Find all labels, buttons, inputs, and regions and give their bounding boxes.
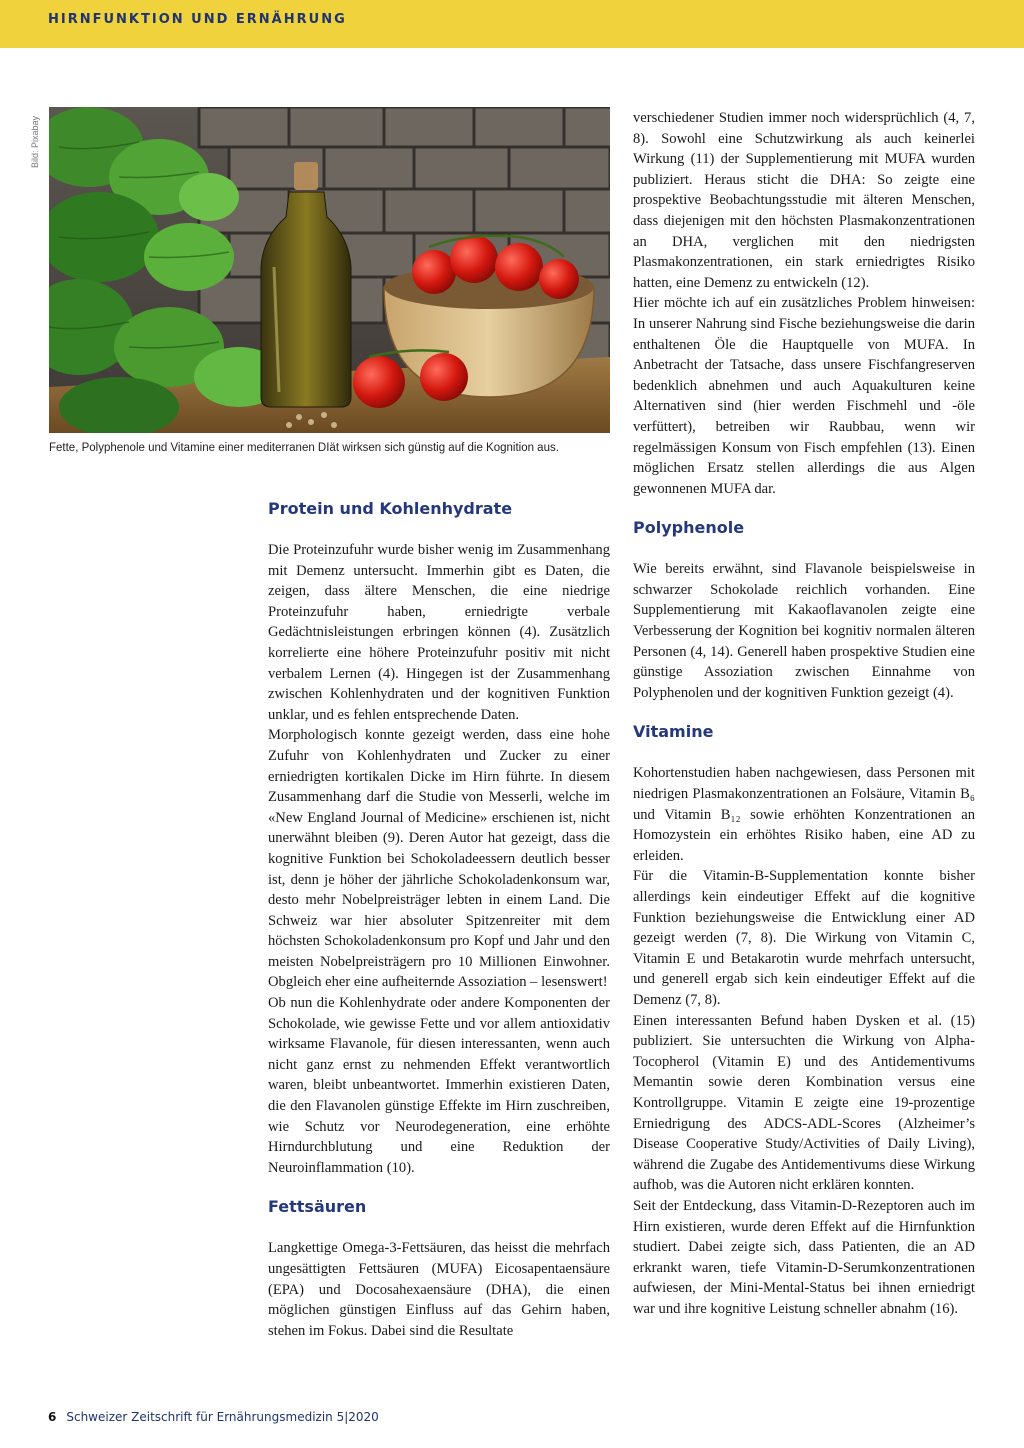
paragraph: Für die Vitamin-B-Supplementation konnte bisher allerdings kein eindeutiger Effekt auf die kognitive Funktion beziehungsweise die Entwicklung einer AD gezeigt werden (7, 8). Die Wirkung von Vitamin C, Vitamin E und Betakarotin wurde mehrfach untersucht, und generell ergab sich kein eindeutiger Effekt auf die Demenz (7, 8). [633,868,975,1008]
paragraph: Hier möchte ich auf ein zusätzliches Problem hinweisen: In unserer Nahrung sind Fische beziehungsweise die darin enthaltenen Öle die Hauptquelle von MUFA. In Anbetracht der Tatsache, dass unsere Fischfangreserven bedenklich abnehmen und auch Aquakulturen keine Alternativen sind (hier werden Fischmehl und -öle verfüttert), betreiben wir Raubbau, wenn wir regelmässigen Konsum von Fisch empfehlen (13). Einen möglichen Ersatz stellen allerdings die aus Algen gewonnenen MUFA dar. [633,295,975,497]
paragraph: Langkettige Omega-3-Fettsäuren, das heisst die mehrfach ungesättigten Fettsäuren (MUFA) Eicosapentaensäure (EPA) und Docosahexaensäure (DHA), die einen möglichen günstigen Einfluss auf das Gehirn haben, stehen im Fokus. Dabei sind die Resultate [268,1240,610,1339]
mediterranean-food-photo-icon [49,107,610,433]
paragraph: Kohortenstudien haben nachgewiesen, dass Personen mit niedrigen Plasmakonzentrationen an Folsäure, Vitamin B₆ und Vitamin B₁₂ sowie erhöhten Konzentrationen an Homozystein ein erhöhtes Risiko haben, eine AD zu erleiden. [633,765,975,864]
heading-vitamine: Vitamine [633,722,714,742]
photo-credit: Bild: Pixabay [30,115,40,168]
paragraph: Wie bereits erwähnt, sind Flavanole beispielsweise in schwarzer Schokolade reichlich vorhanden. Eine Supplementierung mit Kakaoflavanolen zeigte eine Verbesserung der Kognition bei kognitiv normalen älteren Personen (4, 14). Generell haben prospektive Studien eine günstige Assoziation zwischen Einnahme von Polyphenolen und der kognitiven Funktion gezeigt (4). [633,561,975,701]
section-title: HIRNFUNKTION UND ERNÄHRUNG [48,12,347,27]
heading-protein: Protein und Kohlenhydrate [268,499,513,518]
heading-fettsaeuren: Fettsäuren [268,1197,367,1217]
heading-polyphenole: Polyphenole [633,518,745,538]
paragraph: Seit der Entdeckung, dass Vitamin-D-Rezeptoren auch im Hirn existieren, wurde deren Effekt auf die Hirnfunktion studiert. Dabei zeigte sich, dass Patienten, die an AD erkrankt waren, tiefe Vitamin-D-Serumkonzentrationen aufwiesen, der Mini-Mental-Status bei ihnen erniedrigt war und ihre kognitive Leistung schneller abnahm (16). [633,1197,975,1317]
paragraph: Die Proteinzufuhr wurde bisher wenig im Zusammenhang mit Demenz untersucht. Immerhin gibt es Daten, die zeigen, dass ältere Menschen, die eine niedrige Proteinzufuhr haben, erniedrigte verbale Gedächtnisleistungen erbringen können (4). Zusätzlich korrelierte eine höhere Proteinzufuhr positiv mit nicht verbalem Lernen (4). Hingegen ist der Zusammenhang zwischen Kohlenhydraten und der kognitiven Funktion unklar, und es fehlen entsprechende Daten. [268,542,610,723]
journal-title: Schweizer Zeitschrift für Ernährungsmedizin 5|2020 [66,1410,379,1424]
right-column [633,108,975,1319]
figure-caption: Fette, Polyphenole und Vitamine einer mediterranen DIät wirksen sich günstig auf die Kognition aus. [49,442,559,454]
left-column [268,498,610,1341]
page-number: 6 [48,1410,57,1424]
page-footer [48,1410,379,1424]
header-band [0,0,1024,48]
paragraph: Einen interessanten Befund haben Dysken et al. (15) publiziert. Sie untersuchten die Wirkung von Alpha-Tocopherol (Vitamin E) und des Antidementivums Memantin sowie deren Kombination versus eine Kontrollgruppe. Vitamin E zeigte eine 19-prozentige Erniedrigung des ADCS-ADL-Scores (Alzheimer’s Disease Cooperative Study/Activities of Daily Living), während die Zugabe des Antidementivums diese Wirkung aufhob, was die Autoren nicht erklären konnten. [633,1012,975,1194]
paragraph: Ob nun die Kohlenhydrate oder andere Komponenten der Schokolade, wie gewisse Fette und vor allem antioxidativ wirksame Flavanole, für diesen interessanten, wenn auch nicht ganz ernst zu nehmenden Effekt verantwortlich waren, bleibt unbeantwortet. Immerhin existieren Daten, die den Flavanolen günstige Effekte im Hirn zuschreiben, wie Schutz vor Neurodegeneration, eine erhöhte Hirndurchblutung und eine Reduktion der Neuroinflammation (10). [268,995,610,1176]
paragraph: verschiedener Studien immer noch widersprüchlich (4, 7, 8). Sowohl eine Schutzwirkung als auch keinerlei Wirkung (11) der Supplementierung mit MUFA wurden publiziert. Heraus sticht die DHA: So zeigte eine prospektive Beobachtungsstudie mit älteren Menschen, dass diejenigen mit den höchsten Plasmakonzentrationen an DHA, verglichen mit den niedrigsten Plasmakonzentrationen, ein stark erniedrigtes Risiko hatten, eine Demenz zu entwickeln (12). [633,110,975,291]
paragraph: Morphologisch konnte gezeigt werden, dass eine hohe Zufuhr von Kohlenhydraten und Zucker zu einer erniedrigten kortikalen Dicke im Hirn führte. In diesem Zusammenhang darf die Studie von Messerli, welche im «New England Journal of Medicine» erschienen ist, nicht unerwähnt bleiben (9). Deren Autor hat gezeigt, dass die kognitive Funktion bei Schokoladeessern deutlich besser ist, denn je höher der jährliche Schokoladenkonsum war, desto mehr Nobelpreisträger lebten in einem Land. Die Schweiz war hier absoluter Spitzenreiter mit dem höchsten Schokoladenkonsum pro Kopf und Jahr und den meisten Nobelpreisträgern pro 10 Millionen Einwohner. Obgleich eher eine aufheiternde Assoziation – lesenswert! [268,727,610,991]
